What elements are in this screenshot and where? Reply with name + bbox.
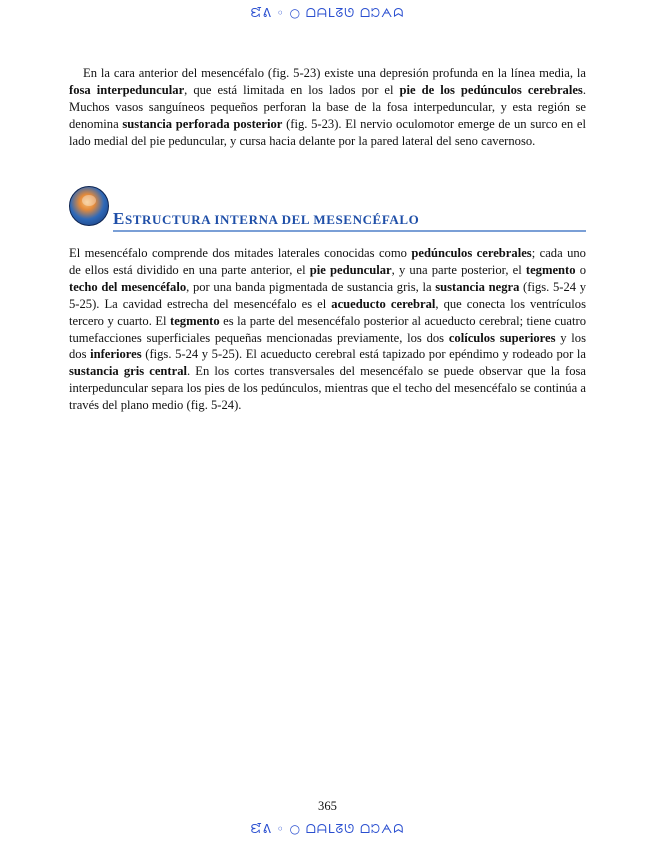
bold-term: tegmento	[525, 262, 576, 277]
text-run: y los dos	[69, 330, 587, 362]
text-run: . En los cortes transversales del mesencéfalo se puede observar que la fosa interpeduncular separa los pies de los pedúnculos, mientras que el techo del mesencéfalo se continúa a través del plano medio (fig. 5-24).	[69, 364, 586, 413]
text-run: El mesencéfalo comprende dos mitades laterales conocidas como	[69, 246, 412, 260]
bold-term: pedúnculos cerebrales	[411, 246, 532, 260]
bold-term: pie peduncular	[309, 262, 392, 277]
heading-divider	[113, 230, 586, 232]
text-run: . Muchos vasos sanguíneos pequeños perforan la base de la fosa interpeduncular, y esta región se denomina	[69, 82, 586, 131]
text-run: , que conecta los ventrículos tercero y cuarto. El	[69, 296, 586, 328]
section-heading	[69, 186, 586, 232]
bold-term: fosa interpeduncular	[69, 82, 185, 97]
text-run: , que está limitada en los lados por el	[184, 82, 400, 97]
text-run: es la parte del mesencéfalo posterior al acueducto cerebral; tiene cuatro tumefacciones superficiales pequeñas mencionadas previamente, los dos	[69, 313, 586, 345]
bold-term: sustancia perforada posterior	[122, 116, 283, 131]
paragraph-1	[69, 65, 586, 150]
text-run: (figs. 5-24 y 5-25). La cavidad estrecha del mesencéfalo es el	[69, 279, 587, 311]
bold-term: acueducto cerebral	[331, 296, 436, 311]
text-run: , y una parte posterior, el	[391, 262, 526, 277]
bold-term: colículos superiores	[448, 330, 556, 345]
bold-term: pie de los pedúnculos cerebrales	[399, 82, 583, 97]
watermark-top: ᘿᕕ ◦ ○ ᗝᗩᒪᘔᘎ ᗝᘰᗅᗣ	[250, 6, 405, 20]
brain-icon	[69, 186, 109, 226]
page-number: 365	[318, 799, 337, 813]
text-run: , por una banda pigmentada de sustancia gris, la	[186, 279, 436, 294]
bold-term: tegmento	[170, 313, 220, 328]
text-run: (figs. 5-24 y 5-25). El acueducto cerebral está tapizado por epéndimo y rodeado por la	[141, 347, 586, 362]
section-title	[113, 209, 419, 229]
text-run: ; cada uno de ellos está dividido en una parte anterior, el	[69, 246, 586, 277]
text-run: (fig. 5-23). El nervio oculomotor emerge de un surco en el lado medial del pie peduncular, y cursa hacia delante por la pared lateral del seno cavernoso.	[69, 116, 586, 148]
text-run: En la cara anterior del mesencéfalo (fig. 5-23) existe una depresión profunda en la línea media, la	[83, 66, 586, 80]
section-title-initial: E	[113, 209, 125, 228]
text-run: o	[575, 262, 587, 277]
bold-term: sustancia negra	[435, 279, 520, 294]
bold-term: sustancia gris central	[69, 364, 187, 379]
section-title-rest: STRUCTURA INTERNA DEL MESENCÉFALO	[124, 212, 420, 227]
bold-term: techo del mesencéfalo	[69, 279, 187, 294]
paragraph-2	[69, 245, 586, 414]
bold-term: inferiores	[90, 347, 142, 362]
watermark-bottom: ᘿᕕ ◦ ○ ᗝᗩᒪᘔᘎ ᗝᘰᗅᗣ	[250, 822, 405, 836]
